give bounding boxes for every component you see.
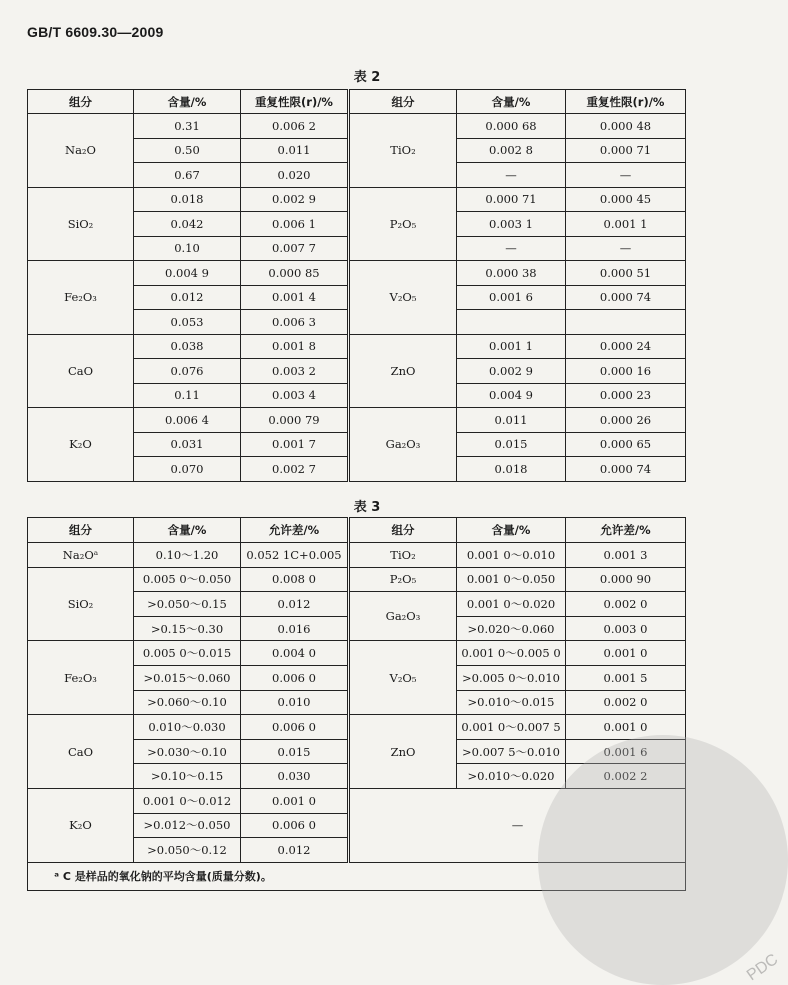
table2-content-cell: 0.31	[134, 114, 241, 139]
table3-footnote: ᵃ C 是样品的氧化钠的平均含量(质量分数)。	[28, 862, 686, 890]
table2-content-cell: 0.004 9	[457, 383, 566, 408]
table3-row	[28, 641, 686, 666]
table2-content-cell: 0.012	[134, 285, 241, 310]
table2-repeatability-cell: 0.000 51	[566, 261, 686, 286]
table2-content-cell: —	[457, 163, 566, 188]
table3-component-cell: K₂O	[28, 788, 134, 862]
table2-header-cell: 含量/%	[457, 90, 566, 114]
table3-content-cell: >0.012～0.050	[134, 813, 241, 838]
table2-header-cell: 重复性限(r)/%	[566, 90, 686, 114]
table2-repeatability-cell: —	[566, 236, 686, 261]
table3-content-cell: 0.001 0～0.020	[457, 592, 566, 617]
table2-repeatability-cell: 0.003 4	[241, 383, 349, 408]
table3-content-cell: >0.10～0.15	[134, 764, 241, 789]
table2-repeatability-cell: 0.000 79	[241, 408, 349, 433]
table2-content-cell: 0.000 38	[457, 261, 566, 286]
table3-component-cell: SiO₂	[28, 567, 134, 641]
table3-row	[28, 567, 686, 592]
table2-repeatability-cell: 0.000 23	[566, 383, 686, 408]
table2-content-cell: 0.003 1	[457, 212, 566, 237]
table3-content-cell: >0.15～0.30	[134, 616, 241, 641]
table2-repeatability-cell: 0.000 48	[566, 114, 686, 139]
table2-content-cell: 0.004 9	[134, 261, 241, 286]
table3-header-cell: 允许差/%	[241, 518, 349, 543]
table2-repeatability-cell: 0.020	[241, 163, 349, 188]
table3-header-row	[28, 518, 686, 543]
table2-repeatability-cell	[566, 310, 686, 335]
table2-repeatability-cell: 0.006 2	[241, 114, 349, 139]
table3-tolerance-cell: 0.015	[241, 739, 349, 764]
table2-repeatability-cell: 0.000 74	[566, 457, 686, 482]
table2-component-cell: V₂O₅	[349, 261, 457, 335]
table2-content-cell: 0.042	[134, 212, 241, 237]
table2-content-cell: 0.001 6	[457, 285, 566, 310]
table3-content-cell: >0.010～0.020	[457, 764, 566, 789]
table2-repeatability-cell: 0.000 45	[566, 187, 686, 212]
table2-header-cell: 组分	[28, 90, 134, 114]
table3-tolerance-cell: 0.010	[241, 690, 349, 715]
table2-caption: 表 2	[353, 70, 381, 85]
table3-header-cell: 含量/%	[134, 518, 241, 543]
table2-component-cell: K₂O	[28, 408, 134, 482]
table3-tolerance-cell: 0.000 90	[566, 567, 686, 592]
table2-repeatability-cell: 0.006 1	[241, 212, 349, 237]
table3-content-cell: 0.001 0～0.007 5	[457, 715, 566, 740]
table2-content-cell: 0.015	[457, 432, 566, 457]
table3-content-cell: 0.001 0～0.012	[134, 788, 241, 813]
table2-content-cell: 0.11	[134, 383, 241, 408]
table2-repeatability-cell: 0.001 4	[241, 285, 349, 310]
table2-row	[28, 114, 686, 139]
table2-content-cell: 0.000 71	[457, 187, 566, 212]
table3-content-cell: 0.010～0.030	[134, 715, 241, 740]
table2-repeatability-cell: 0.001 7	[241, 432, 349, 457]
table3-header-cell: 允许差/%	[566, 518, 686, 543]
table3-row	[28, 715, 686, 740]
standard-code: GB/T 6609.30—2009	[27, 24, 164, 40]
table2-component-cell: TiO₂	[349, 114, 457, 188]
table3-tolerance-cell: 0.008 0	[241, 567, 349, 592]
table3-row	[28, 543, 686, 568]
table2-component-cell: SiO₂	[28, 187, 134, 261]
table3-caption: 表 3	[353, 500, 381, 515]
table3-content-cell: >0.015～0.060	[134, 665, 241, 690]
table2-row	[28, 408, 686, 433]
table2-content-cell: 0.038	[134, 334, 241, 359]
table3-component-cell: Na₂Oᵃ	[28, 543, 134, 568]
table2-repeatability-cell: 0.002 9	[241, 187, 349, 212]
table2-component-cell: P₂O₅	[349, 187, 457, 261]
table3-content-cell: >0.010～0.015	[457, 690, 566, 715]
table3-content-cell: >0.005 0～0.010	[457, 665, 566, 690]
table3-tolerance-cell: 0.003 0	[566, 616, 686, 641]
table2-repeatability-cell: 0.011	[241, 138, 349, 163]
table3-tolerance-cell: 0.012	[241, 592, 349, 617]
table2-component-cell: ZnO	[349, 334, 457, 408]
table3-component-cell: TiO₂	[349, 543, 457, 568]
table2-content-cell: 0.018	[134, 187, 241, 212]
table2-content-cell	[457, 310, 566, 335]
table3-empty-block: —	[349, 788, 686, 862]
table2-repeatability-cell: 0.003 2	[241, 359, 349, 384]
table3-header-cell: 含量/%	[457, 518, 566, 543]
table3-tolerance-cell: 0.030	[241, 764, 349, 789]
table3-component-cell: CaO	[28, 715, 134, 789]
table2-content-cell: —	[457, 236, 566, 261]
table-2	[27, 89, 686, 482]
table3-content-cell: >0.050～0.15	[134, 592, 241, 617]
table3-tolerance-cell: 0.016	[241, 616, 349, 641]
table2-repeatability-cell: 0.000 26	[566, 408, 686, 433]
table3-header-cell: 组分	[28, 518, 134, 543]
watermark-stamp	[538, 735, 788, 985]
table2-content-cell: 0.053	[134, 310, 241, 335]
table3-content-cell: 0.001 0～0.010	[457, 543, 566, 568]
table2-content-cell: 0.031	[134, 432, 241, 457]
table2-content-cell: 0.000 68	[457, 114, 566, 139]
table2-content-cell: 0.006 4	[134, 408, 241, 433]
table2-component-cell: CaO	[28, 334, 134, 408]
table3-tolerance-cell: 0.052 1C+0.005	[241, 543, 349, 568]
table2-component-cell: Fe₂O₃	[28, 261, 134, 335]
table3-content-cell: >0.020～0.060	[457, 616, 566, 641]
table3-component-cell: ZnO	[349, 715, 457, 789]
table3-content-cell: 0.001 0～0.050	[457, 567, 566, 592]
table3-content-cell: 0.005 0～0.015	[134, 641, 241, 666]
table2-repeatability-cell: 0.000 85	[241, 261, 349, 286]
table2-row	[28, 187, 686, 212]
table3-tolerance-cell: 0.002 0	[566, 690, 686, 715]
table3-tolerance-cell: 0.001 3	[566, 543, 686, 568]
table3-content-cell: >0.007 5～0.010	[457, 739, 566, 764]
table3-component-cell: P₂O₅	[349, 567, 457, 592]
table3-tolerance-cell: 0.001 6	[566, 739, 686, 764]
table2-content-cell: 0.50	[134, 138, 241, 163]
table2-repeatability-cell: 0.007 7	[241, 236, 349, 261]
table3-tolerance-cell: 0.006 0	[241, 665, 349, 690]
table2-content-cell: 0.002 8	[457, 138, 566, 163]
table2-content-cell: 0.011	[457, 408, 566, 433]
table2-content-cell: 0.070	[134, 457, 241, 482]
table2-component-cell: Ga₂O₃	[349, 408, 457, 482]
table3-tolerance-cell: 0.004 0	[241, 641, 349, 666]
table3-tolerance-cell: 0.002 0	[566, 592, 686, 617]
table3-tolerance-cell: 0.006 0	[241, 813, 349, 838]
table3-tolerance-cell: 0.001 0	[566, 641, 686, 666]
table2-repeatability-cell: 0.000 24	[566, 334, 686, 359]
table3-component-cell: Fe₂O₃	[28, 641, 134, 715]
table2-content-cell: 0.001 1	[457, 334, 566, 359]
table2-repeatability-cell: 0.001 1	[566, 212, 686, 237]
table2-repeatability-cell: 0.000 16	[566, 359, 686, 384]
table3-component-cell: V₂O₅	[349, 641, 457, 715]
table3-tolerance-cell: 0.001 5	[566, 665, 686, 690]
table2-content-cell: 0.10	[134, 236, 241, 261]
table2-repeatability-cell: —	[566, 163, 686, 188]
table3-tolerance-cell: 0.002 2	[566, 764, 686, 789]
table3-content-cell: 0.10～1.20	[134, 543, 241, 568]
table2-content-cell: 0.67	[134, 163, 241, 188]
watermark-text: PDC	[744, 950, 782, 985]
table2-repeatability-cell: 0.001 8	[241, 334, 349, 359]
table3-tolerance-cell: 0.006 0	[241, 715, 349, 740]
table2-row	[28, 334, 686, 359]
table3-component-cell: Ga₂O₃	[349, 592, 457, 641]
table3-content-cell: >0.060～0.10	[134, 690, 241, 715]
table3-tolerance-cell: 0.001 0	[241, 788, 349, 813]
table3-tolerance-cell: 0.001 0	[566, 715, 686, 740]
table2-header-row	[28, 90, 686, 114]
table2-repeatability-cell: 0.000 71	[566, 138, 686, 163]
table3-content-cell: 0.001 0～0.005 0	[457, 641, 566, 666]
table2-header-cell: 含量/%	[134, 90, 241, 114]
table3-tolerance-cell: 0.012	[241, 838, 349, 863]
table2-content-cell: 0.018	[457, 457, 566, 482]
table2-repeatability-cell: 0.006 3	[241, 310, 349, 335]
table2-content-cell: 0.076	[134, 359, 241, 384]
table3-content-cell: >0.030～0.10	[134, 739, 241, 764]
table3-content-cell: >0.050～0.12	[134, 838, 241, 863]
table2-repeatability-cell: 0.002 7	[241, 457, 349, 482]
table3-content-cell: 0.005 0～0.050	[134, 567, 241, 592]
table2-row	[28, 261, 686, 286]
table3-header-cell: 组分	[349, 518, 457, 543]
table2-content-cell: 0.002 9	[457, 359, 566, 384]
table2-repeatability-cell: 0.000 74	[566, 285, 686, 310]
table2-header-cell: 组分	[349, 90, 457, 114]
table2-repeatability-cell: 0.000 65	[566, 432, 686, 457]
table2-component-cell: Na₂O	[28, 114, 134, 188]
table2-header-cell: 重复性限(r)/%	[241, 90, 349, 114]
